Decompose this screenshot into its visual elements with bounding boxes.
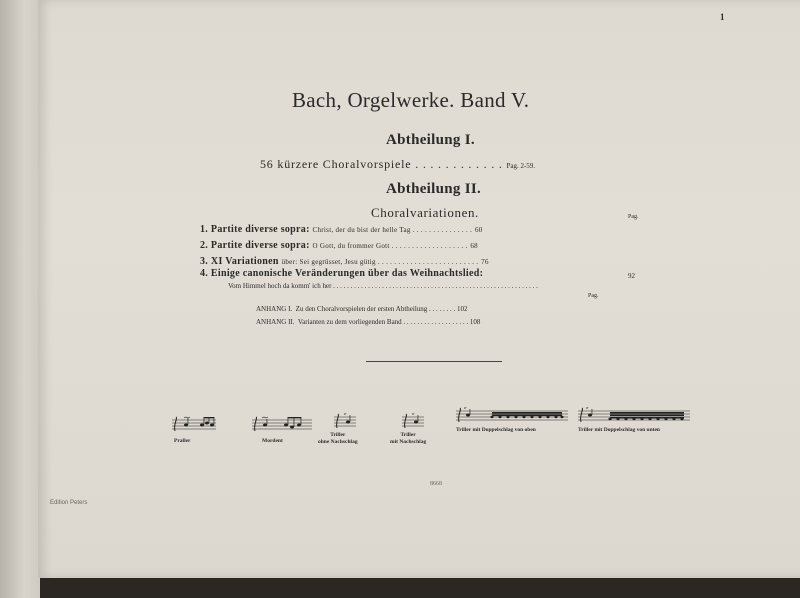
page-title: Bach, Orgelwerke. Band V. xyxy=(292,88,530,112)
toc-entry xyxy=(200,240,478,251)
mordent-notation xyxy=(252,416,312,432)
entry-title: Einige canonische Veränderungen über das Weihnachtslied: xyxy=(210,268,484,279)
section1-page-ref: Pag. 2-59. xyxy=(506,162,536,170)
svg-text:tr: tr xyxy=(412,413,415,416)
page-number: 1 xyxy=(720,12,725,22)
entry-number: 1. xyxy=(200,224,209,235)
left-page-edge xyxy=(0,0,40,598)
ornament-label: Triller mit Doppelschlag von oben xyxy=(456,427,536,433)
anhang-page: 108 xyxy=(469,318,481,326)
ornament-label: Triller ohne Nachschlag xyxy=(318,432,358,445)
entry-number: 4. xyxy=(200,268,209,279)
section1-heading: Abtheilung I. xyxy=(386,132,475,148)
section2-subheading: Choralvariationen. xyxy=(371,205,479,220)
anhang-entry xyxy=(256,318,480,326)
ornament-label: Triller mit Nachschlag xyxy=(390,432,427,445)
entry-page: 60 xyxy=(474,226,483,234)
triller-doppelschlag-oben-notation xyxy=(456,407,568,423)
entry-number: 2. xyxy=(200,240,209,251)
anhang-entry xyxy=(256,305,468,313)
triller-mit-notation xyxy=(402,413,424,429)
entry-page: 68 xyxy=(470,242,478,250)
leader-dots: . . . . . . . . xyxy=(427,305,456,313)
anhang-page: 102 xyxy=(457,305,468,313)
section1-item-text: 56 kürzere Choralvorspiele xyxy=(260,157,412,171)
toc-entry xyxy=(200,224,483,235)
book-page xyxy=(38,0,800,578)
leader-dots: . . . . . . . . . . . . . . . xyxy=(410,226,473,234)
section1-item xyxy=(260,157,535,172)
entry-number: 3. xyxy=(200,256,209,267)
ornament-label: Mordent xyxy=(262,438,283,444)
anhang-label: ANHANG I. xyxy=(256,305,293,313)
leader-dots: . . . . . . . . . . . . . . . . . . . xyxy=(389,242,468,250)
leader-dots: . . . . . . . . . . . . xyxy=(411,157,503,171)
entry-detail: über: Sei gegrüsset, Jesu gütig xyxy=(281,258,376,266)
leader-dots: . . . . . . . . . . . . . . . . . . . . . . . . . . . . . . . . . . . . . . . . . . . . . . . . . . . . . . . . . . . xyxy=(331,282,538,290)
toc-entry-continuation xyxy=(228,282,538,290)
pag-column-label: Pag. xyxy=(588,293,599,299)
ornament-label: Praller xyxy=(174,438,191,444)
entry-title: XI Variationen xyxy=(210,256,279,267)
anhang-text: Varianten zu dem vorliegenden Band xyxy=(297,318,402,326)
svg-text:tr: tr xyxy=(464,407,467,410)
divider-rule xyxy=(366,361,502,362)
entry-page: 76 xyxy=(481,258,489,266)
leader-dots: . . . . . . . . . . . . . . . . . . . . . . . . . xyxy=(375,258,479,266)
entry-title: Partite diverse sopra: xyxy=(210,240,310,251)
toc-entry xyxy=(200,256,489,267)
triller-ohne-notation xyxy=(334,413,356,429)
entry-title: Partite diverse sopra: xyxy=(210,224,310,235)
entry-detail: Christ, der du bist der helle Tag xyxy=(312,226,411,234)
anhang-text: Zu den Choralvorspielen der ersten Abtheilung xyxy=(295,305,428,313)
anhang-label: ANHANG II. xyxy=(256,318,295,326)
ornament-label: Triller mit Doppelschlag von unten xyxy=(578,427,660,433)
entry-detail: O Gott, du frommer Gott xyxy=(312,242,390,250)
entry-detail: Vom Himmel hoch da komm' ich her xyxy=(228,282,332,290)
plate-number: 8668 xyxy=(430,481,442,487)
triller-doppelschlag-unten-notation xyxy=(578,407,690,423)
section2-heading: Abtheilung II. xyxy=(386,181,482,197)
pag-column-label: Pag. xyxy=(628,214,639,220)
entry-page: 92 xyxy=(628,272,635,280)
svg-text:tr: tr xyxy=(586,407,589,410)
leader-dots: . . . . . . . . . . . . . . . . . . . xyxy=(401,318,469,326)
toc-entry xyxy=(200,268,483,279)
edition-imprint: Edition Peters xyxy=(50,500,88,506)
svg-text:tr: tr xyxy=(344,413,347,416)
praller-notation xyxy=(172,416,216,432)
